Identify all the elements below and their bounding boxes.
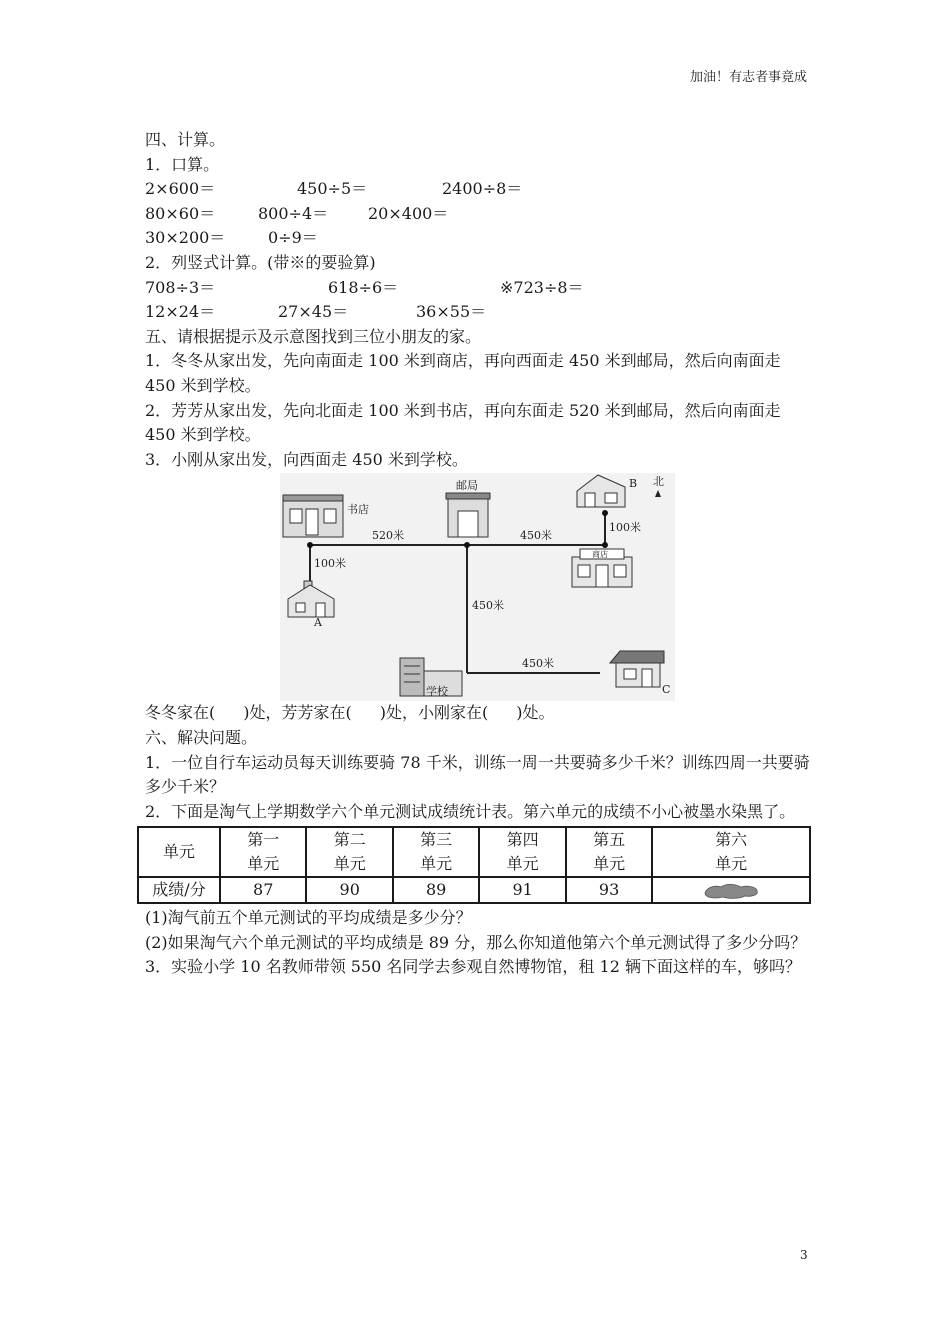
calc-row <box>145 226 810 251</box>
unit-header-line: 第一 <box>247 830 280 850</box>
unit-header <box>652 827 810 877</box>
calc-item: 800÷4＝ <box>258 203 329 223</box>
distance-label: 450米 <box>522 657 554 671</box>
junction-dot <box>464 542 470 548</box>
post-office-building <box>446 493 490 537</box>
unit-header-line: 第五 <box>593 830 626 850</box>
ink-blot-icon <box>701 881 761 901</box>
section4-title: 四、计算。 <box>145 130 226 149</box>
answer-part: )处，小刚家在( <box>379 703 489 723</box>
unit-header <box>220 827 306 877</box>
section6-title: 六、解决问题。 <box>145 727 258 747</box>
table-row-header: 单元 <box>138 827 220 877</box>
direction-item: 2．芳芳从家出发，先向北面走 100 米到书店，再向东面走 520 米到邮局，然后向南面走 450 米到学校。 <box>145 400 781 445</box>
calc-item: 12×24＝ <box>145 302 216 322</box>
calc-item: 2400÷8＝ <box>442 179 523 199</box>
calc-item: 618÷6＝ <box>328 277 399 297</box>
label-b: B <box>629 477 638 491</box>
section5-title: 五、请根据提示及示意图找到三位小朋友的家。 <box>145 326 482 346</box>
school-label: 学校 <box>426 685 448 699</box>
calc-row <box>145 202 810 227</box>
problem-2-sub2: (2)如果淘气六个单元测试的平均成绩是 89 分，那么你知道他第六个单元测试得了多少分吗？ <box>145 932 807 952</box>
distance-label: 450米 <box>520 529 552 543</box>
unit-header-line: 第六 <box>715 830 748 850</box>
table-row-header: 成绩/分 <box>138 877 220 903</box>
header-motto: 加油！有志者事竟成 <box>689 70 807 85</box>
direction-item: 3．小刚从家出发，向西面走 450 米到学校。 <box>145 449 468 469</box>
score-table <box>137 826 811 904</box>
label-a: A <box>314 616 322 630</box>
calc-item: 0÷9＝ <box>268 228 318 248</box>
calc-item: 2×600＝ <box>145 179 216 199</box>
score-cell: 91 <box>479 877 565 903</box>
unit-header-line: 单元 <box>333 854 366 874</box>
unit-header <box>479 827 565 877</box>
bookstore-building <box>283 495 343 537</box>
unit-header-line: 单元 <box>247 854 280 874</box>
distance-label: 450米 <box>472 599 504 613</box>
unit-header-line: 单元 <box>593 854 626 874</box>
score-cell: 90 <box>306 877 392 903</box>
calc-item: ※723÷8＝ <box>500 277 584 297</box>
unit-header-line: 第四 <box>506 830 539 850</box>
shop-label: 商店 <box>592 550 608 560</box>
calc-row <box>145 276 810 301</box>
calc-row <box>145 300 810 325</box>
q2-title: 2．列竖式计算。(带※的要验算) <box>145 252 376 272</box>
calc-item: 27×45＝ <box>278 302 349 322</box>
calc-item: 20×400＝ <box>368 203 449 223</box>
north-label: 北 <box>653 475 664 489</box>
answer-line <box>145 701 810 726</box>
unit-header-line: 单元 <box>420 854 453 874</box>
page-number: 3 <box>800 1248 808 1262</box>
score-cell: 87 <box>220 877 306 903</box>
calc-item: 36×55＝ <box>416 302 487 322</box>
score-cell-ink-stain <box>652 877 810 903</box>
problem-3: 3．实验小学 10 名教师带领 550 名同学去参观自然博物馆，租 12 辆下面这样的车，够吗？ <box>145 957 801 977</box>
score-cell: 93 <box>566 877 652 903</box>
building-c <box>610 651 664 687</box>
label-c: C <box>662 683 671 697</box>
junction-dot <box>307 542 313 548</box>
unit-header <box>393 827 479 877</box>
distance-label: 100米 <box>609 521 641 535</box>
unit-header <box>306 827 392 877</box>
direction-item: 1．冬冬从家出发，先向南面走 100 米到商店，再向西面走 450 米到邮局，然后向南面走 450 米到学校。 <box>145 351 781 395</box>
calc-item: 80×60＝ <box>145 203 216 223</box>
score-cell: 89 <box>393 877 479 903</box>
calc-item: 30×200＝ <box>145 228 226 248</box>
problem-2: 2．下面是淘气上学期数学六个单元测试成绩统计表。第六单元的成绩不小心被墨水染黑了。 <box>145 801 796 821</box>
problem-2-sub1: (1)淘气前五个单元测试的平均成绩是多少分？ <box>145 908 472 928</box>
answer-part: 冬冬家在( <box>145 703 216 723</box>
unit-header-line: 第二 <box>333 830 366 850</box>
route-map-svg <box>280 473 675 701</box>
distance-label: 100米 <box>314 557 346 571</box>
worksheet-content <box>145 128 810 980</box>
bookstore-label: 书店 <box>347 503 369 517</box>
post-office-label: 邮局 <box>456 479 478 493</box>
unit-header-line: 单元 <box>506 854 539 874</box>
answer-part: )处，芳芳家在( <box>243 703 352 723</box>
calc-item: 450÷5＝ <box>297 179 368 199</box>
table-row <box>138 877 810 903</box>
route-map <box>280 473 675 701</box>
unit-header-line: 单元 <box>715 854 748 874</box>
junction-dot <box>602 542 608 548</box>
junction-dot <box>602 510 608 516</box>
unit-header <box>566 827 652 877</box>
table-row <box>138 827 810 877</box>
distance-label: 520米 <box>372 529 404 543</box>
answer-part: )处。 <box>516 703 555 723</box>
calc-row <box>145 177 810 202</box>
q1-title: 1．口算。 <box>145 154 220 174</box>
problem-1: 1．一位自行车运动员每天训练要骑 78 千米，训练一周一共要骑多少千米？训练四周一共要骑多少千米？ <box>145 752 810 797</box>
calc-item: 708÷3＝ <box>145 277 216 297</box>
unit-header-line: 第三 <box>420 830 453 850</box>
